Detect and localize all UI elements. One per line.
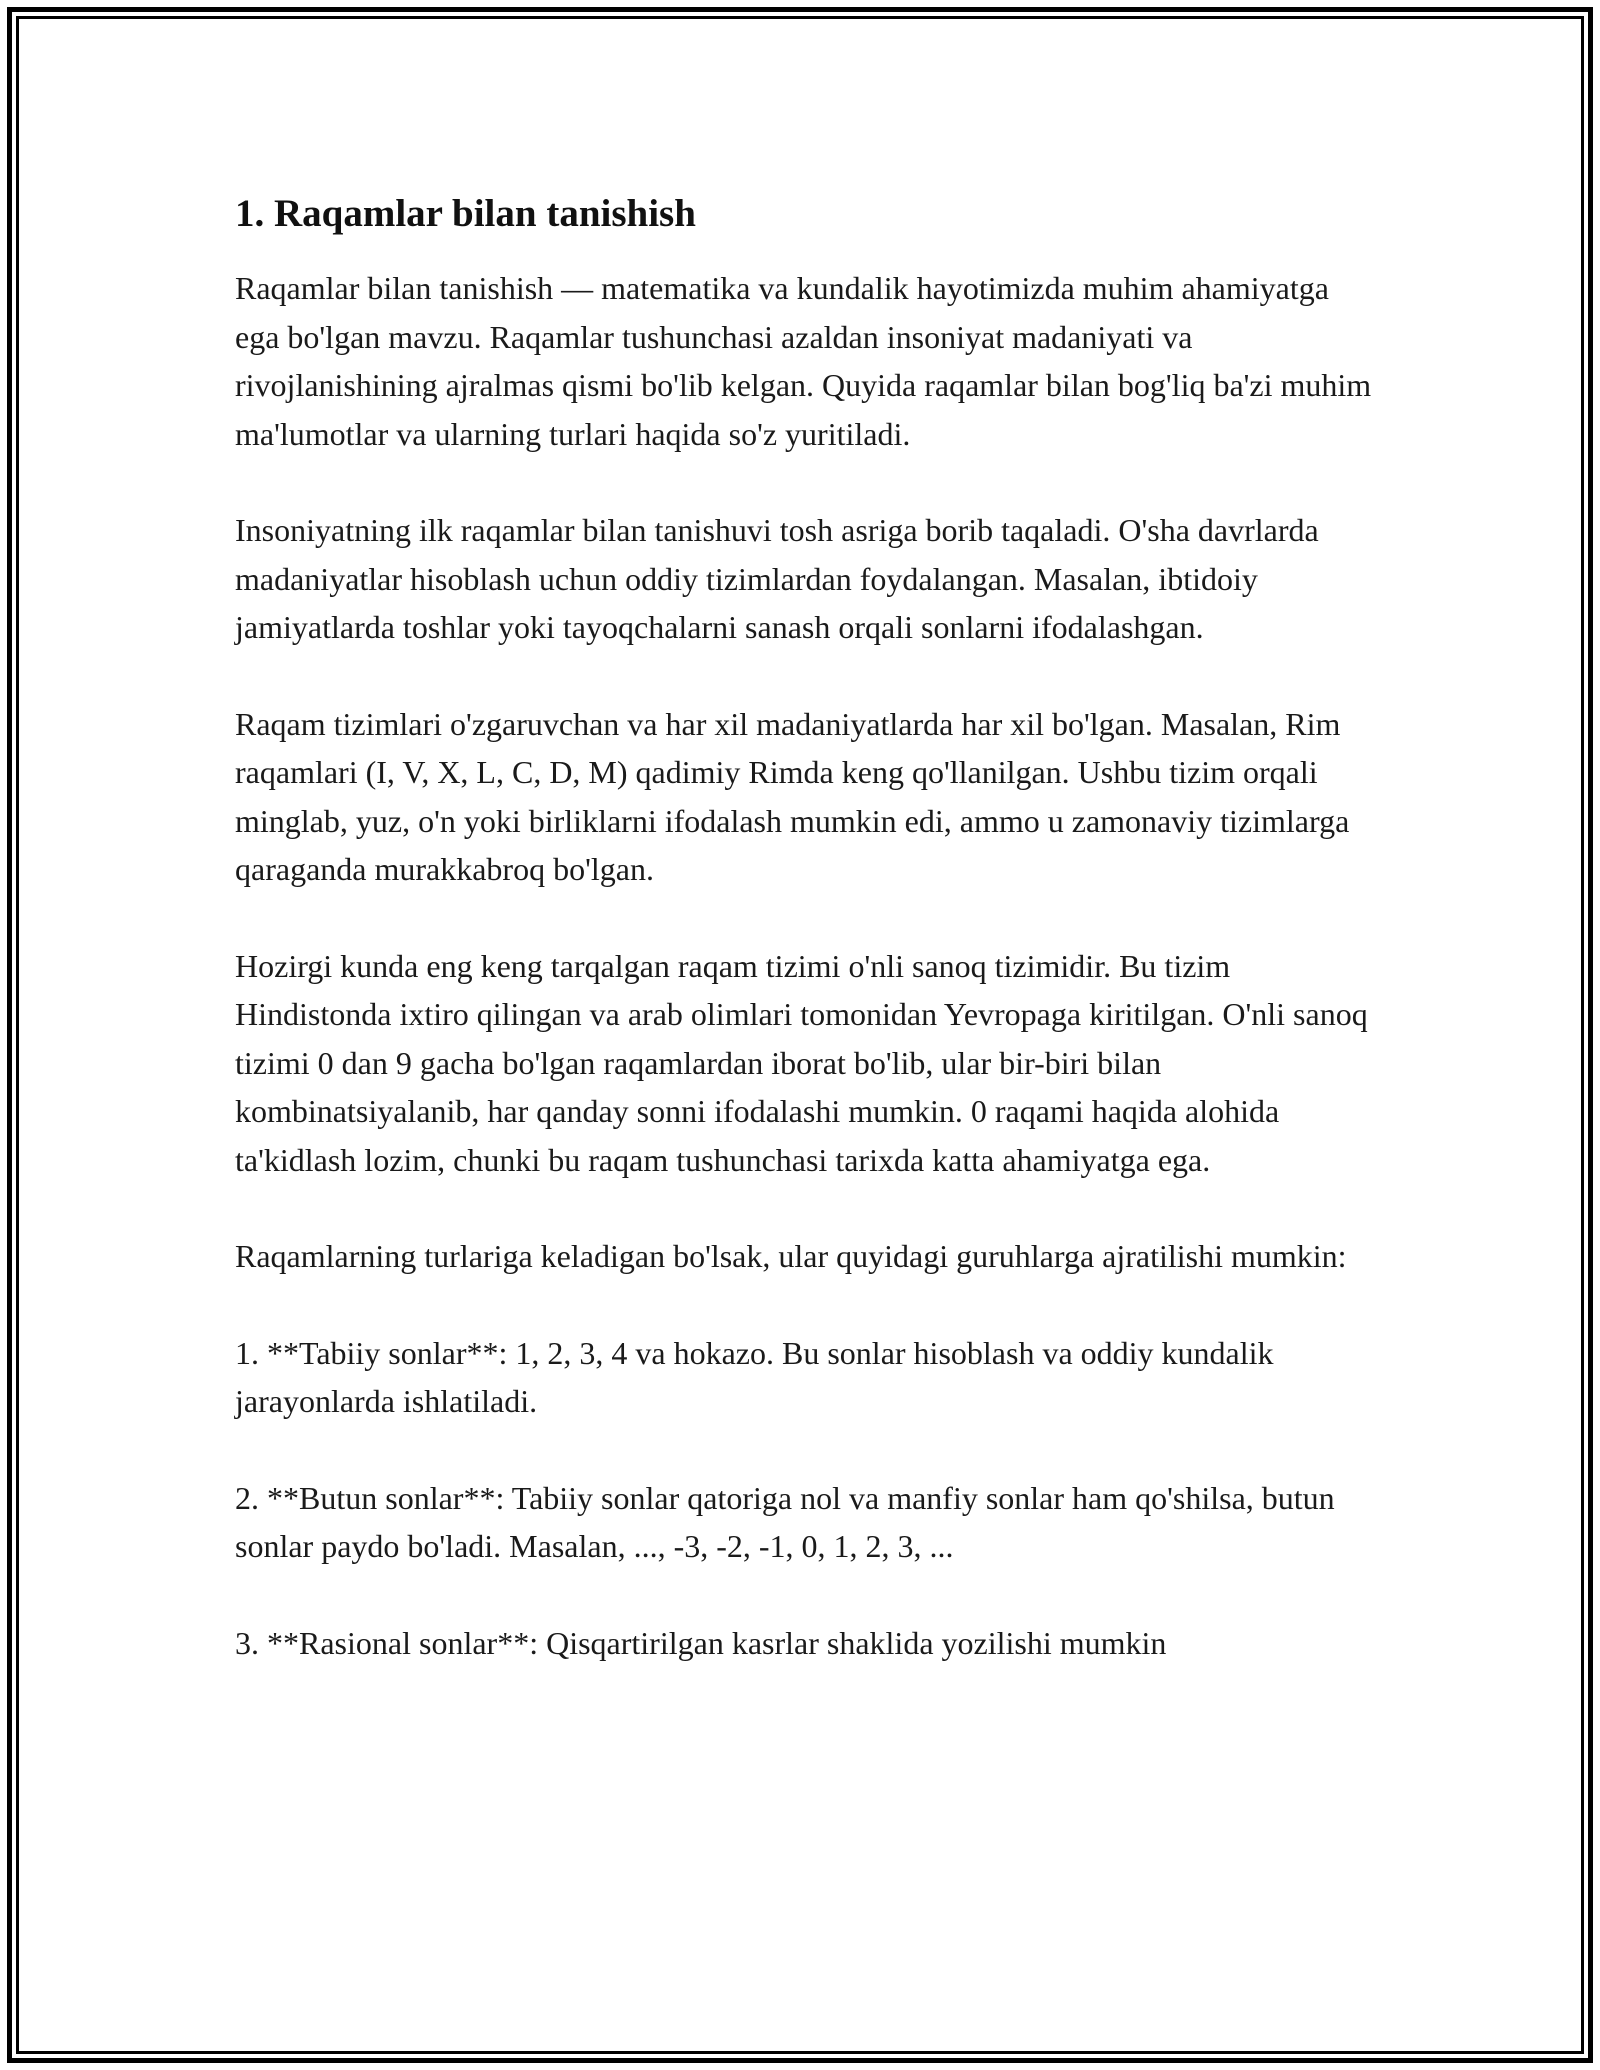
paragraph-roman-numerals: Raqam tizimlari o'zgaruvchan va har xil madaniyatlarda har xil bo'lgan. Masalan, Rim raqamlari (I, V, X, L, C, D, M) qadimiy Rimda keng qo'llanilgan. Ushbu tizim orqali minglab, yuz, o'n yoki birliklarni ifodalash mumkin edi, ammo u zamonaviy tizimlarga qaraganda murakkabroq bo'lgan. — [235, 705, 1350, 887]
list-item-integers: 2. **Butun sonlar**: Tabiiy sonlar qatoriga nol va manfiy sonlar ham qo'shilsa, butun sonlar paydo bo'ladi. Masalan, ..., -3, -2, -1, 0, 1, 2, 3, ... — [235, 1479, 1335, 1564]
paragraph-decimal-system: Hozirgi kunda eng keng tarqalgan raqam tizimi o'nli sanoq tizimidir. Bu tizim Hindistonda ixtiro qilingan va arab olimlari tomonidan Yevropaga kiritilgan. O'nli sanoq tizimi 0 dan 9 gacha bo'lgan raqamlardan iborat bo'lib, ular bir-biri bilan kombinatsiyalanib, har qanday sonni ifodalashi mumkin. 0 raqami haqida alohida ta'kidlash lozim, chunki bu raqam tushunchasi tarixda katta ahamiyatga ega. — [235, 947, 1368, 1178]
document-body — [235, 186, 1375, 1715]
paragraph-number-types: Raqamlarning turlariga keladigan bo'lsak, ular quyidagi guruhlarga ajratilishi mumkin: — [235, 1238, 1347, 1274]
section-heading: 1. Raqamlar bilan tanishish — [235, 192, 696, 235]
paragraph-history: Insoniyatning ilk raqamlar bilan tanishuvi tosh asriga borib taqaladi. O'sha davrlarda madaniyatlar hisoblash uchun oddiy tizimlardan foydalangan. Masalan, ibtidoiy jamiyatlarda toshlar yoki tayoqchalarni sanash orqali sonlarni ifodalashgan. — [235, 512, 1319, 645]
list-item-rational-numbers: 3. **Rasional sonlar**: Qisqartirilgan kasrlar shaklida yozilishi mumkin — [235, 1624, 1167, 1661]
list-item-natural-numbers: 1. **Tabiiy sonlar**: 1, 2, 3, 4 va hokazo. Bu sonlar hisoblash va oddiy kundalik jarayonlarda ishlatiladi. — [235, 1334, 1274, 1419]
paragraph-intro: Raqamlar bilan tanishish — matematika va kundalik hayotimizda muhim ahamiyatga ega bo'lgan mavzu. Raqamlar tushunchasi azaldan insoniyat madaniyati va rivojlanishining ajralmas qismi bo'lib kelgan. Quyida raqamlar bilan bog'liq ba'zi muhim ma'lumotlar va ularning turlari haqida so'z yuritiladi. — [235, 270, 1372, 452]
